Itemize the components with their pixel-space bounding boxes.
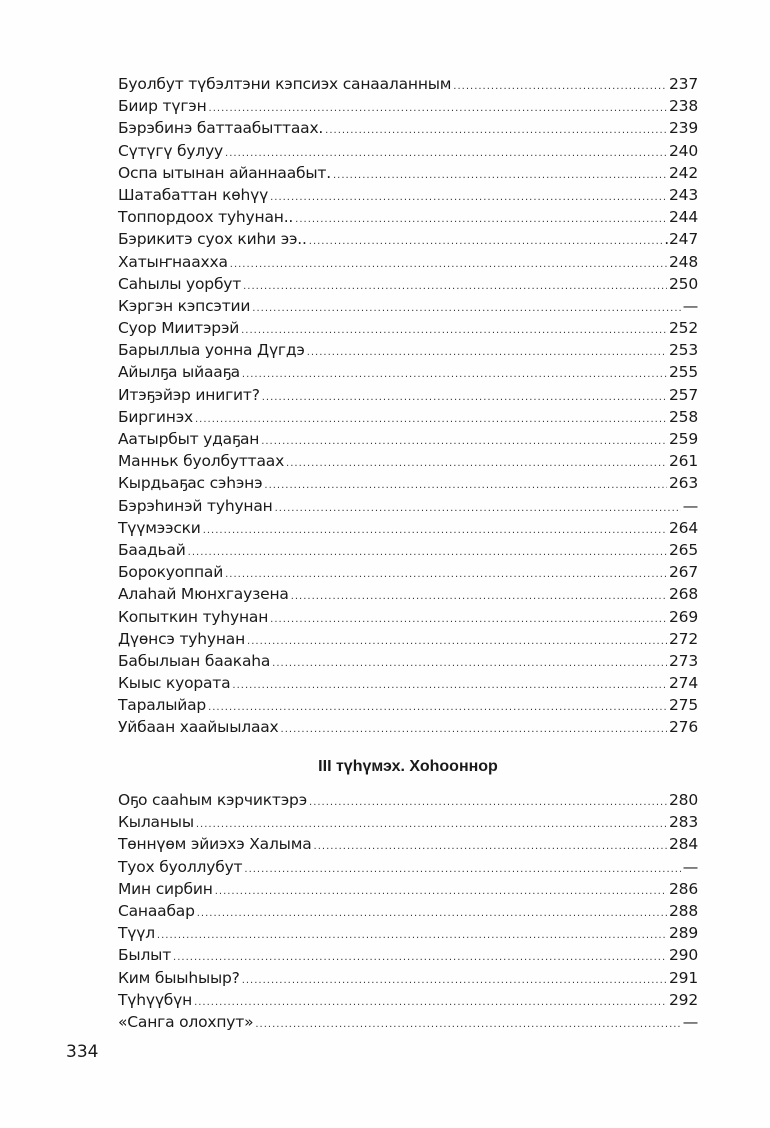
toc-entry <box>118 672 698 694</box>
toc-entry-page: 290 <box>669 946 698 965</box>
toc-entry-page: 243 <box>669 185 698 204</box>
toc-entry-title: Кыланыы <box>118 813 194 832</box>
toc-entry-page: 276 <box>669 718 698 737</box>
toc-entry-title: Буолбут түбэлтэни кэпсиэх санааланным <box>118 75 452 93</box>
dot-leader <box>173 947 667 969</box>
toc-entry-page: 258 <box>669 407 698 426</box>
toc-entry-title: Аатырбыт удаҕан <box>118 430 260 448</box>
toc-entry <box>118 95 698 117</box>
toc-entry <box>118 716 698 738</box>
toc-entry-page: 280 <box>669 791 698 809</box>
toc-entry-title: Оспа ытынан айаннаабыт. <box>118 163 331 182</box>
dot-leader <box>291 586 667 608</box>
toc-entry-page: 242 <box>669 163 698 182</box>
toc-entry-title: Айылҕа ыйааҕа <box>118 363 240 382</box>
toc-entry-page: 272 <box>669 629 698 648</box>
dot-leader <box>157 925 667 947</box>
toc-entry-title: Кэргэн кэпсэтии <box>118 296 251 315</box>
toc-entry-title: Манньк буолбуттаах <box>118 452 285 471</box>
toc-entry <box>118 900 698 922</box>
dot-leader <box>309 792 667 814</box>
toc-entry-page: 240 <box>669 141 698 160</box>
toc-entry-title: Түүмээски <box>118 518 201 537</box>
dot-leader <box>255 1014 680 1036</box>
toc-entry <box>118 73 698 95</box>
toc-entry-title: Бабылыан баакаһа <box>118 651 271 670</box>
toc-entry-title: Кыыс куората <box>118 674 231 693</box>
toc-entry <box>118 406 698 428</box>
toc-entry-page: 264 <box>669 518 698 537</box>
toc-entry-page: 239 <box>669 119 698 138</box>
dot-leader <box>314 836 667 858</box>
dot-leader <box>188 542 667 564</box>
toc-entry <box>118 317 698 339</box>
toc-entry-page: 267 <box>669 563 698 582</box>
toc-entry-page: 275 <box>669 696 698 715</box>
toc-entry-page: 255 <box>669 363 698 382</box>
toc-entry <box>118 944 698 966</box>
dot-leader <box>261 431 667 453</box>
toc-entry <box>118 295 698 317</box>
toc-entry-page: 284 <box>669 835 698 854</box>
toc-entry-title: Бэрэһинэй туһунан <box>118 496 273 515</box>
toc-entry <box>118 878 698 900</box>
toc-entry <box>118 517 698 539</box>
toc-entry-page: 238 <box>669 97 698 116</box>
dot-leader <box>242 970 667 992</box>
dot-leader <box>194 992 667 1014</box>
toc-entry <box>118 228 698 250</box>
dot-leader <box>215 881 667 903</box>
dot-leader <box>309 231 663 253</box>
dot-leader <box>247 631 667 653</box>
dot-leader <box>275 498 681 520</box>
toc-entry-title: Сүтүгү булуу <box>118 141 224 160</box>
toc-entry-page: 261 <box>669 452 698 471</box>
toc-entry <box>118 811 698 833</box>
toc-entry <box>118 561 698 583</box>
toc-entry-title: Ким быыһыыр? <box>118 968 240 987</box>
toc-entry-page: 237 <box>669 75 698 93</box>
toc-entry <box>118 789 698 811</box>
toc-entry <box>118 967 698 989</box>
toc-entry-page: 273 <box>669 651 698 670</box>
dot-leader <box>270 609 667 631</box>
dot-leader <box>225 564 667 586</box>
toc-entry-title: Копыткин туһунан <box>118 607 269 626</box>
toc-entry-page: 291 <box>669 968 698 987</box>
toc-entry-page: 269 <box>669 607 698 626</box>
toc-entry <box>118 450 698 472</box>
toc-entry-page: 257 <box>669 385 698 404</box>
table-of-contents-part-2 <box>118 789 698 1033</box>
dot-leader <box>230 254 667 276</box>
toc-entry-page: 259 <box>669 430 698 448</box>
dot-leader <box>333 165 667 187</box>
toc-entry <box>118 428 698 450</box>
toc-entry <box>118 384 698 406</box>
toc-entry-title: Хатыҥнаахха <box>118 252 228 271</box>
toc-entry-page: — <box>682 1012 698 1031</box>
toc-entry-page: — <box>682 496 698 515</box>
toc-entry-page: 268 <box>669 585 698 604</box>
toc-entry-page: — <box>682 296 698 315</box>
toc-entry-title: «Санга олохпут» <box>118 1012 254 1031</box>
toc-entry-page: 288 <box>669 901 698 920</box>
dot-leader <box>281 719 667 741</box>
toc-entry-title: Кырдьаҕас сэһэнэ <box>118 474 263 493</box>
toc-entry <box>118 251 698 273</box>
toc-entry-title: Былыт <box>118 946 172 965</box>
section-heading: III түһүмэх. Хоһооннор <box>318 758 498 775</box>
dot-leader <box>195 409 667 431</box>
dot-leader <box>244 859 680 881</box>
toc-entry-page: 283 <box>669 813 698 832</box>
toc-entry-page: — <box>682 857 698 876</box>
toc-entry-title: Уйбаан хаайыылаах <box>118 718 279 737</box>
toc-entry-page: 252 <box>669 319 698 338</box>
dot-leader <box>252 298 680 320</box>
toc-entry-title: Түүл <box>118 924 155 943</box>
dot-leader <box>295 209 667 231</box>
toc-entry-title: Мин сирбин <box>118 879 213 898</box>
toc-entry-title: Төннүөм эйиэхэ Халыма <box>118 835 312 854</box>
toc-entry <box>118 273 698 295</box>
toc-entry-title: Шатабаттан көһүү <box>118 185 269 204</box>
toc-entry-page: 274 <box>669 674 698 693</box>
toc-entry-title: Суор Миитэрэй <box>118 319 240 338</box>
dot-leader <box>243 276 667 298</box>
dot-leader <box>270 187 667 209</box>
toc-entry-title: Оҕо сааһым кэрчиктэрэ <box>118 791 308 809</box>
toc-entry-title: Түһүүбүн <box>118 990 193 1009</box>
dot-leader <box>307 342 667 364</box>
toc-entry-title: Алаһай Мюнхгаузена <box>118 585 289 604</box>
dot-leader <box>286 453 667 475</box>
toc-entry-page: .247 <box>664 230 698 249</box>
toc-entry <box>118 628 698 650</box>
toc-entry-page: 289 <box>669 924 698 943</box>
toc-entry-title: Биир түгэн <box>118 97 207 116</box>
toc-entry <box>118 694 698 716</box>
toc-entry <box>118 539 698 561</box>
toc-entry-title: Таралыйар <box>118 696 207 715</box>
toc-entry-page: 250 <box>669 274 698 293</box>
dot-leader <box>197 903 667 925</box>
toc-entry-title: Барыллыа уонна Дүгдэ <box>118 341 305 360</box>
toc-entry <box>118 583 698 605</box>
page-number: 334 <box>66 1042 99 1062</box>
dot-leader <box>272 653 667 675</box>
toc-entry <box>118 922 698 944</box>
toc-entry-title: Бэрикитэ суох киһи ээ.. <box>118 230 307 249</box>
toc-entry-page: 244 <box>669 208 698 227</box>
dot-leader <box>325 120 667 142</box>
toc-entry-title: Бэрэбинэ баттаабыттаах. <box>118 119 324 138</box>
toc-entry <box>118 472 698 494</box>
dot-leader <box>241 320 667 342</box>
dot-leader <box>242 364 667 386</box>
table-of-contents-part-1 <box>118 73 698 739</box>
toc-entry <box>118 206 698 228</box>
dot-leader <box>232 675 667 697</box>
dot-leader <box>262 387 667 409</box>
toc-entry-title: Топпордоох туһунан.. <box>118 208 294 227</box>
toc-entry-title: Баадьай <box>118 540 186 559</box>
toc-entry <box>118 361 698 383</box>
toc-entry <box>118 162 698 184</box>
toc-entry-title: Санаабар <box>118 901 195 920</box>
toc-entry <box>118 184 698 206</box>
toc-entry-page: 265 <box>669 540 698 559</box>
toc-entry <box>118 833 698 855</box>
toc-entry-title: Борокуоппай <box>118 563 224 582</box>
toc-entry-title: Дүөнсэ туһунан <box>118 629 246 648</box>
toc-entry-title: Саһылы уорбут <box>118 274 242 293</box>
toc-entry <box>118 1011 698 1033</box>
toc-entry-page: 286 <box>669 879 698 898</box>
toc-entry-title: Биргинэх <box>118 407 193 426</box>
toc-entry-title: Туох буоллубут <box>118 857 243 876</box>
dot-leader <box>453 76 667 98</box>
toc-entry-page: 248 <box>669 252 698 271</box>
toc-entry <box>118 856 698 878</box>
toc-entry <box>118 117 698 139</box>
dot-leader <box>203 520 667 542</box>
toc-entry-page: 292 <box>669 990 698 1009</box>
toc-entry-page: 253 <box>669 341 698 360</box>
toc-entry <box>118 495 698 517</box>
toc-entry <box>118 140 698 162</box>
dot-leader <box>264 475 667 497</box>
toc-entry <box>118 606 698 628</box>
toc-entry-page: 263 <box>669 474 698 493</box>
toc-entry-title: Итэҕэйэр инигит? <box>118 385 260 404</box>
toc-entry <box>118 650 698 672</box>
toc-entry <box>118 339 698 361</box>
toc-entry <box>118 989 698 1011</box>
